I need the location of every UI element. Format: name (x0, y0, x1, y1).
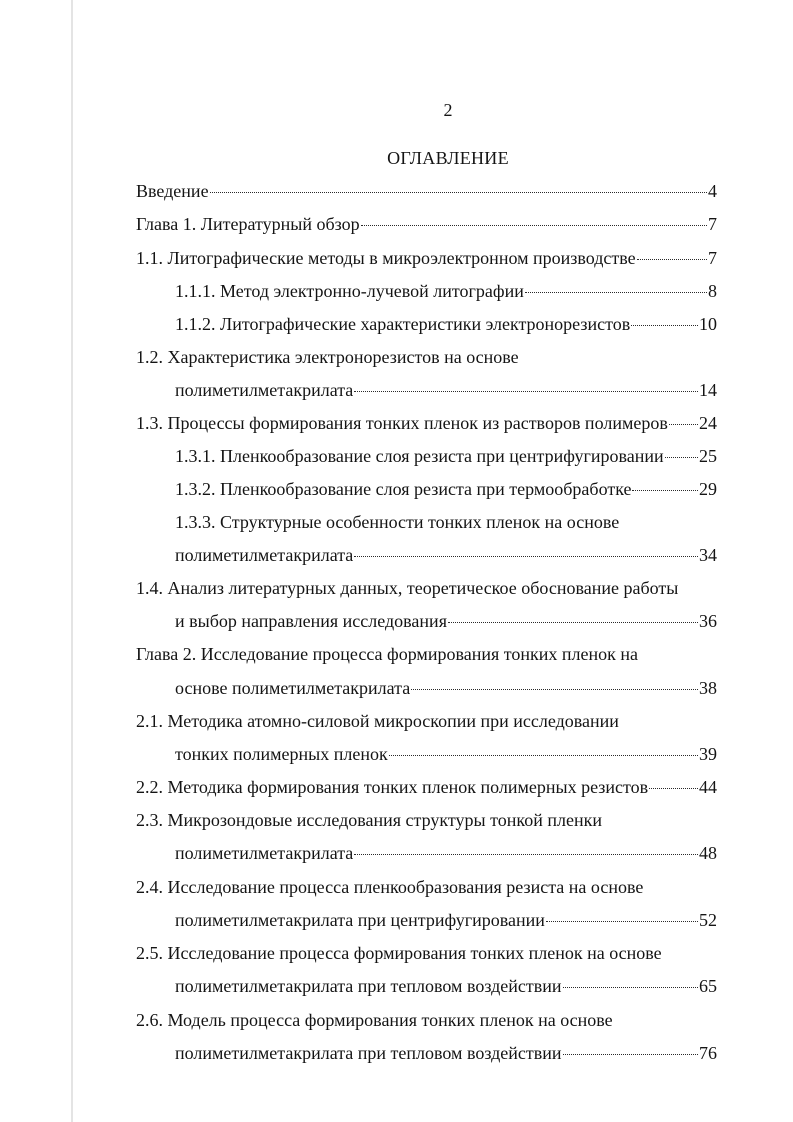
toc-entry-title: Глава 2. Исследование процесса формирования тонких пленок на (136, 644, 638, 664)
toc-entry-page: 7 (708, 248, 717, 268)
toc-entry[interactable] (136, 412, 717, 434)
toc-entry-continuation[interactable] (175, 379, 717, 401)
toc-entry-continuation[interactable] (175, 842, 717, 864)
toc-entry-title: полиметилметакрилата при тепловом воздействии (175, 976, 562, 996)
dot-leader (361, 225, 707, 226)
toc-entry-page: 48 (699, 843, 717, 863)
toc-entry[interactable] (136, 180, 717, 202)
toc-entry-title: полиметилметакрилата при тепловом воздействии (175, 1043, 562, 1063)
toc-entry-title: 1.3.2. Пленкообразование слоя резиста при термообработке (175, 479, 632, 499)
toc-entry[interactable] (136, 809, 717, 831)
toc-entry-title: 1.3.1. Пленкообразование слоя резиста при центрифугировании (175, 446, 664, 466)
toc-entry[interactable] (136, 213, 717, 235)
dot-leader (632, 490, 698, 491)
toc-entry-title: 1.2. Характеристика электронорезистов на основе (136, 347, 519, 367)
toc-entry-title: 1.4. Анализ литературных данных, теоретическое обоснование работы (136, 578, 679, 598)
toc-entry-page: 10 (699, 314, 717, 334)
toc-entry-title: 1.3.3. Структурные особенности тонких пленок на основе (175, 512, 620, 532)
toc-entry-page: 29 (699, 479, 717, 499)
dot-leader (649, 788, 698, 789)
toc-entry-title: 1.3. Процессы формирования тонких пленок из растворов полимеров (136, 413, 668, 433)
toc-entry-title: Введение (136, 181, 209, 201)
dot-leader (411, 689, 698, 690)
toc-entry-continuation[interactable] (175, 544, 717, 566)
toc-entry-continuation[interactable] (175, 975, 717, 997)
toc-entry-page: 39 (699, 744, 717, 764)
toc-entry-page: 4 (708, 181, 717, 201)
toc-entry-page: 8 (708, 281, 717, 301)
toc-entry-page: 24 (699, 413, 717, 433)
toc-entry-title: полиметилметакрилата при центрифугировании (175, 910, 545, 930)
dot-leader (563, 987, 698, 988)
toc-entry-title: 2.6. Модель процесса формирования тонких пленок на основе (136, 1010, 613, 1030)
toc-entry[interactable] (175, 478, 717, 500)
dot-leader (631, 325, 698, 326)
dot-leader (563, 1054, 698, 1055)
toc-entry-title: полиметилметакрилата (175, 380, 354, 400)
toc-entry-title: основе полиметилметакрилата (175, 678, 411, 698)
toc-entry-page: 52 (699, 910, 717, 930)
toc-entry-title: полиметилметакрилата (175, 843, 354, 863)
toc-entry[interactable] (136, 942, 717, 964)
dot-leader (669, 424, 698, 425)
toc-entry-page: 38 (699, 678, 717, 698)
toc-entry[interactable] (175, 511, 717, 533)
toc-entry[interactable] (136, 1009, 717, 1031)
page-edge-rule (71, 0, 73, 1122)
dot-leader (354, 556, 698, 557)
dot-leader (546, 921, 698, 922)
toc-entry-title: 1.1.2. Литографические характеристики электронорезистов (175, 314, 631, 334)
toc-entry-title: 2.4. Исследование процесса пленкообразования резиста на основе (136, 877, 644, 897)
dot-leader (354, 854, 698, 855)
toc-entry-page: 34 (699, 545, 717, 565)
toc-entry-continuation[interactable] (175, 743, 717, 765)
dot-leader (448, 622, 698, 623)
toc-entry[interactable] (136, 776, 717, 798)
dot-leader (354, 391, 698, 392)
toc-entry[interactable] (175, 313, 717, 335)
toc-entry-title: 2.1. Методика атомно-силовой микроскопии при исследовании (136, 711, 619, 731)
dot-leader (389, 755, 698, 756)
toc-entry[interactable] (175, 445, 717, 467)
toc-entry-page: 76 (699, 1043, 717, 1063)
toc-entry-continuation[interactable] (175, 610, 717, 632)
toc-entry-page: 36 (699, 611, 717, 631)
toc-entry-title: Глава 1. Литературный обзор (136, 214, 360, 234)
page-number: 2 (443, 100, 453, 120)
toc-entry-continuation[interactable] (175, 909, 717, 931)
toc-entry[interactable] (136, 346, 717, 368)
toc-entry-title: 1.1. Литографические методы в микроэлектронном производстве (136, 248, 636, 268)
dot-leader (665, 457, 698, 458)
toc-entry[interactable] (175, 280, 717, 302)
page-title: ОГЛАВЛЕНИЕ (387, 148, 509, 168)
toc-entry-continuation[interactable] (175, 677, 717, 699)
toc-entry-title: тонких полимерных пленок (175, 744, 388, 764)
toc-entry-page: 14 (699, 380, 717, 400)
toc-entry-page: 25 (699, 446, 717, 466)
toc-entry-title: и выбор направления исследования (175, 611, 447, 631)
toc-entry-title: полиметилметакрилата (175, 545, 354, 565)
toc-entry-title: 2.5. Исследование процесса формирования тонких пленок на основе (136, 943, 662, 963)
toc-entry[interactable] (136, 710, 717, 732)
dot-leader (210, 192, 707, 193)
toc-entry[interactable] (136, 247, 717, 269)
toc-entry[interactable] (136, 643, 717, 665)
toc-entry-title: 2.3. Микрозондовые исследования структуры тонкой пленки (136, 810, 602, 830)
toc-entry[interactable] (136, 876, 717, 898)
toc-entry-page: 7 (708, 214, 717, 234)
toc-entry-page: 44 (699, 777, 717, 797)
toc-entry[interactable] (136, 577, 717, 599)
toc-entry-title: 2.2. Методика формирования тонких пленок полимерных резистов (136, 777, 649, 797)
toc-entry-page: 65 (699, 976, 717, 996)
dot-leader (637, 259, 707, 260)
dot-leader (525, 292, 707, 293)
toc-entry-continuation[interactable] (175, 1042, 717, 1064)
toc-entry-title: 1.1.1. Метод электронно-лучевой литографии (175, 281, 524, 301)
